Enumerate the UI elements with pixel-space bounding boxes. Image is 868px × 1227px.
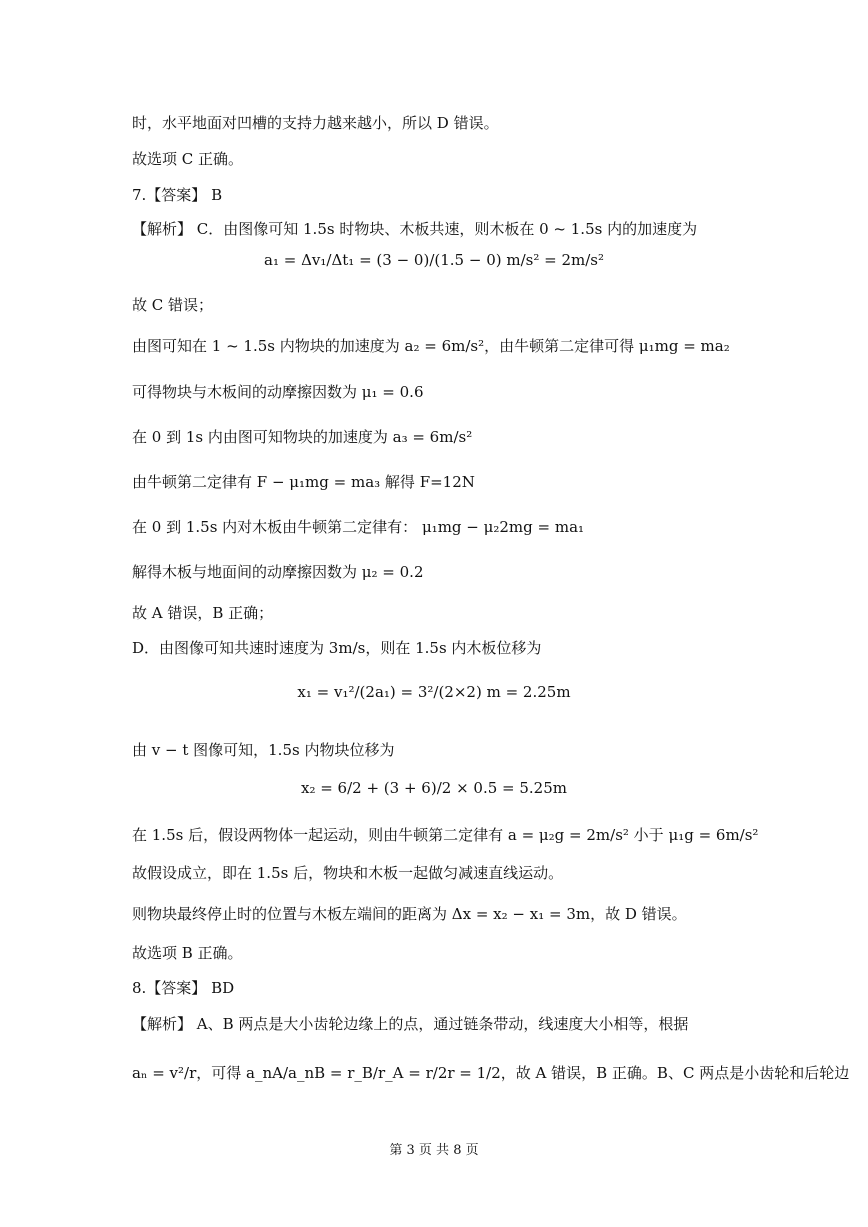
text-line: 则物块最终停止时的位置与木板左端间的距离为 Δx = x₂ − x₁ = 3m，故 D 错误。 xyxy=(132,905,687,923)
text-line: aₙ = v²/r，可得 a_nA/a_nB = r_B/r_A = r/2r = 1/2，故 A 错误，B 正确。B、C 两点是小齿轮和后轮边 xyxy=(132,1064,850,1082)
text-line: 故 C 错误； xyxy=(132,296,214,314)
text-line: 故假设成立，即在 1.5s 后，物块和木板一起做匀减速直线运动。 xyxy=(132,864,564,882)
equation: a₁ = Δv₁/Δt₁ = (3 − 0)/(1.5 − 0) m/s² = 2m/s² xyxy=(264,251,604,269)
text-line: 在 0 到 1s 内由图可知物块的加速度为 a₃ = 6m/s² xyxy=(132,428,473,446)
equation: x₁ = v₁²/(2a₁) = 3²/(2×2) m = 2.25m xyxy=(297,683,571,701)
text-line: 在 0 到 1.5s 内对木板由牛顿第二定律有： μ₁mg − μ₂2mg = ma₁ xyxy=(132,518,585,536)
text-line: 在 1.5s 后，假设两物体一起运动，则由牛顿第二定律有 a = μ₂g = 2m/s² 小于 μ₁g = 6m/s² xyxy=(132,826,759,844)
answer-heading: 8.【答案】 BD xyxy=(132,979,235,997)
text-line: 时，水平地面对凹槽的支持力越来越小，所以 D 错误。 xyxy=(132,114,499,132)
text-line: 故选项 C 正确。 xyxy=(132,150,244,168)
text-line: 由 v − t 图像可知，1.5s 内物块位移为 xyxy=(132,741,395,759)
text-line: 故选项 B 正确。 xyxy=(132,944,243,962)
text-line: 故 A 错误，B 正确； xyxy=(132,604,274,622)
text-line: D．由图像可知共速时速度为 3m/s，则在 1.5s 内木板位移为 xyxy=(132,639,542,657)
equation: x₂ = 6/2 + (3 + 6)/2 × 0.5 = 5.25m xyxy=(300,779,567,797)
text-line: 解得木板与地面间的动摩擦因数为 μ₂ = 0.2 xyxy=(132,563,424,581)
page-footer: 第 3 页 共 8 页 xyxy=(389,1143,479,1158)
text-line: 可得物块与木板间的动摩擦因数为 μ₁ = 0.6 xyxy=(132,383,424,401)
analysis-line: 【解析】 A、B 两点是大小齿轮边缘上的点，通过链条带动，线速度大小相等，根据 xyxy=(132,1015,689,1033)
answer-heading: 7.【答案】 B xyxy=(132,186,223,204)
analysis-line: 【解析】 C．由图像可知 1.5s 时物块、木板共速，则木板在 0 ~ 1.5s 内的加速度为 xyxy=(132,220,698,238)
text-line: 由图可知在 1 ~ 1.5s 内物块的加速度为 a₂ = 6m/s²，由牛顿第二定律可得 μ₁mg = ma₂ xyxy=(132,337,730,355)
text-line: 由牛顿第二定律有 F − μ₁mg = ma₃ 解得 F=12N xyxy=(132,473,475,491)
